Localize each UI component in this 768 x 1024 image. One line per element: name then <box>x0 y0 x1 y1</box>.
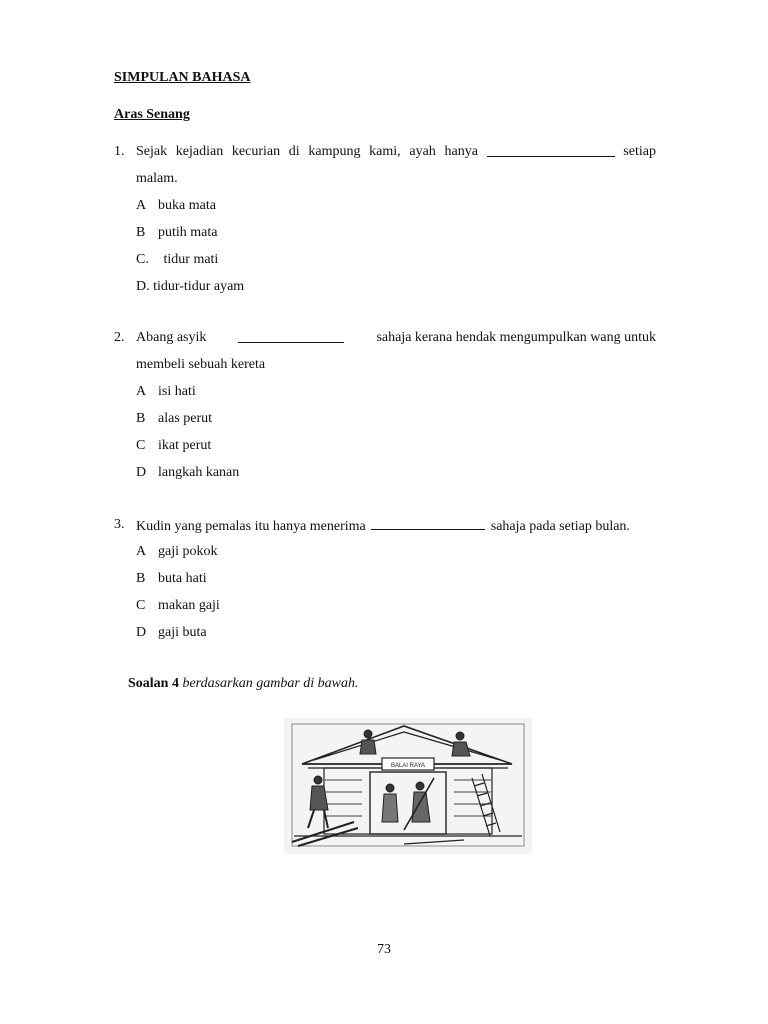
stem-word: kecurian <box>231 144 281 159</box>
option-letter: B <box>136 411 146 426</box>
answer-blank[interactable] <box>238 324 344 343</box>
option-c[interactable] <box>114 432 656 459</box>
option-text: isi hati <box>158 384 196 399</box>
question-stem <box>136 511 656 538</box>
stem-before-blank: Kudin yang pemalas itu hanya menerima <box>136 519 366 534</box>
stem-word: kampung <box>308 144 361 159</box>
question-2 <box>114 324 656 486</box>
option-letter: B <box>136 225 146 240</box>
option-text: gaji pokok <box>158 544 218 559</box>
answer-blank[interactable] <box>487 138 615 157</box>
stem-word: kejadian <box>175 144 224 159</box>
stem-continued: membeli sebuah kereta <box>136 357 266 372</box>
section-title: Aras Senang <box>114 107 190 122</box>
option-text: D. tidur-tidur ayam <box>136 279 245 294</box>
question-3 <box>114 511 656 646</box>
question-4-text: berdasarkan gambar di bawah. <box>182 676 359 691</box>
option-text: makan gaji <box>158 598 220 613</box>
house-repair-drawing <box>284 718 532 854</box>
option-text: gaji buta <box>158 625 207 640</box>
sign-text: BALAI RAYA <box>390 763 426 769</box>
option-letter: A <box>136 544 147 559</box>
question-number: 1. <box>114 144 125 159</box>
option-d[interactable] <box>114 459 656 486</box>
stem-word: Sejak <box>136 144 168 159</box>
option-text: buta hati <box>158 571 207 586</box>
stem-before-blank: Abang asyik <box>136 330 207 345</box>
option-letter: B <box>136 571 146 586</box>
option-b[interactable] <box>114 405 656 432</box>
question-number: 2. <box>114 330 125 345</box>
option-text: alas perut <box>158 411 213 426</box>
option-letter: A <box>136 198 147 213</box>
option-d[interactable] <box>114 619 656 646</box>
option-letter: D <box>136 465 147 480</box>
option-a[interactable] <box>114 192 656 219</box>
option-c[interactable] <box>114 592 656 619</box>
question-1 <box>114 138 656 300</box>
option-text: ikat perut <box>158 438 212 453</box>
question-stem <box>136 324 656 351</box>
stem-word: ayah <box>409 144 436 159</box>
stem-word: setiap <box>623 144 656 159</box>
stem-after-blank: sahaja pada setiap bulan. <box>490 519 630 534</box>
option-text: putih mata <box>158 225 218 240</box>
option-letter: C. <box>136 252 149 267</box>
option-b[interactable] <box>114 219 656 246</box>
question-4-instruction <box>128 676 359 692</box>
stem-word: hanya <box>444 144 478 159</box>
stem-word: di <box>288 144 300 159</box>
option-b[interactable] <box>114 565 656 592</box>
answer-blank[interactable] <box>371 511 485 530</box>
option-a[interactable] <box>114 538 656 565</box>
question-stem <box>136 138 656 165</box>
option-letter: C <box>136 438 146 453</box>
stem-after-blank: sahaja kerana hendak mengumpulkan wang untuk <box>376 330 656 345</box>
stem-continued: malam. <box>136 171 178 186</box>
page-number: 73 <box>377 942 391 957</box>
option-letter: A <box>136 384 147 399</box>
option-c[interactable] <box>114 246 656 273</box>
stem-word: kami, <box>369 144 401 159</box>
balai-raya-illustration <box>284 718 532 854</box>
option-text: buka mata <box>158 198 216 213</box>
option-letter: D <box>136 625 147 640</box>
page-title: SIMPULAN BAHASA <box>114 70 251 85</box>
option-text: tidur mati <box>160 252 219 267</box>
option-d[interactable] <box>114 273 656 300</box>
option-letter: C <box>136 598 146 613</box>
option-a[interactable] <box>114 378 656 405</box>
question-4-label: Soalan 4 <box>128 676 179 691</box>
option-text: langkah kanan <box>158 465 240 480</box>
question-number: 3. <box>114 517 125 532</box>
